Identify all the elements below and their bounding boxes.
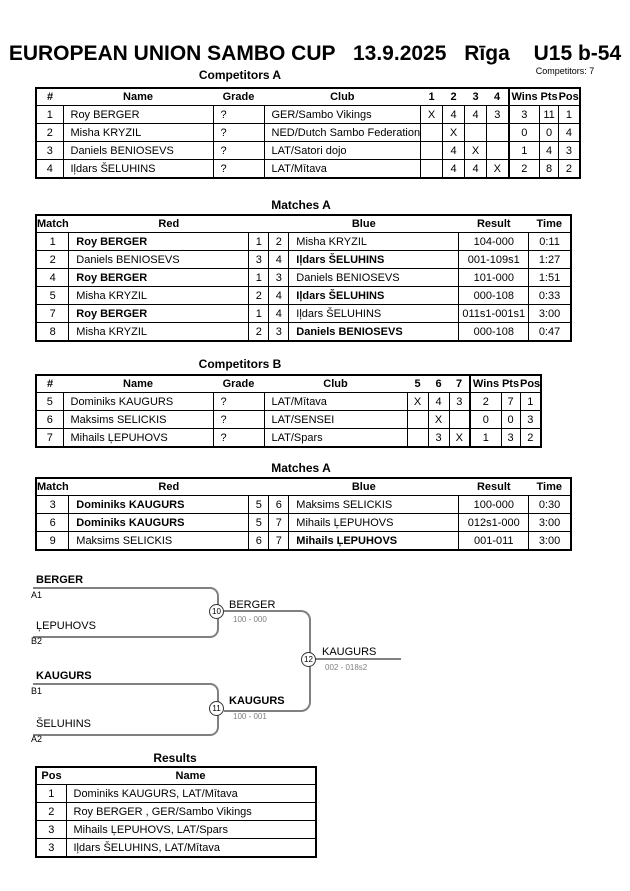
- cell-red-num: 5: [249, 496, 269, 514]
- cell-pos: 3: [36, 821, 66, 839]
- col-header-result: Result: [459, 215, 529, 233]
- results-title: Results: [153, 751, 197, 765]
- col-header-match: Match: [36, 215, 69, 233]
- match-row: [36, 305, 571, 323]
- col-header-blue: Blue: [269, 478, 459, 496]
- event-name: EUROPEAN UNION SAMBO CUP: [8, 42, 336, 65]
- cell-blue-num: 6: [269, 496, 289, 514]
- cell-pos: 3: [520, 411, 541, 429]
- match-row: [36, 233, 571, 251]
- final-winner-name: KAUGURS: [322, 646, 377, 658]
- semi1-score: 100 - 000: [233, 615, 267, 624]
- cell-time: 0:47: [529, 323, 571, 342]
- matches-b-table: [35, 477, 572, 551]
- match-row: [36, 287, 571, 305]
- table-header-row: [36, 767, 316, 785]
- table-header-row: [36, 215, 571, 233]
- cell-red-name: Roy BERGER: [69, 233, 249, 251]
- cell-result: 001-109s1: [459, 251, 529, 269]
- matches-a-title: Matches A: [271, 198, 331, 212]
- cell-grade: ?: [213, 124, 264, 142]
- cell-score-2: 4: [443, 142, 465, 160]
- match-row: [36, 269, 571, 287]
- cell-grade: ?: [213, 429, 264, 448]
- cell-name: Iļdars ŠELUHINS: [63, 160, 213, 179]
- cell-red-num: 1: [249, 233, 269, 251]
- cell-red-num: 3: [249, 251, 269, 269]
- cell-match-no: 2: [36, 251, 69, 269]
- cell-blue-name: Mihails ĻEPUHOVS: [289, 532, 459, 551]
- cell-num: 3: [36, 142, 63, 160]
- col-header-pts: Pts: [501, 375, 520, 393]
- cell-blue-name: Iļdars ŠELUHINS: [289, 287, 459, 305]
- bracket-red-semi1: BERGER: [36, 574, 84, 586]
- competitor-row: [36, 429, 541, 448]
- bracket-blue-semi2: ŠELUHINS: [36, 718, 92, 730]
- col-header-time: Time: [529, 215, 571, 233]
- cell-time: 3:00: [529, 532, 571, 551]
- cell-result: 001-011: [459, 532, 529, 551]
- cell-score-3: 4: [465, 106, 487, 124]
- cell-name: Maksims SELICKIS: [63, 411, 213, 429]
- cell-time: 0:30: [529, 496, 571, 514]
- col-header-pos: Pos: [559, 88, 580, 106]
- cell-score-4: [487, 142, 509, 160]
- col-header-num: #: [36, 88, 63, 106]
- cell-pos: 4: [559, 124, 580, 142]
- competitors-a-table: [35, 87, 581, 179]
- col-header-name: Name: [66, 767, 316, 785]
- cell-score-7: [449, 411, 470, 429]
- cell-num: 1: [36, 106, 63, 124]
- cell-name: Daniels BENIOSEVS: [63, 142, 213, 160]
- semi2-winner-name: KAUGURS: [229, 695, 285, 707]
- cell-grade: ?: [213, 160, 264, 179]
- cell-pos: 2: [559, 160, 580, 179]
- cell-result: 104-000: [459, 233, 529, 251]
- col-header-grade: Grade: [213, 375, 264, 393]
- cell-club: GER/Sambo Vikings: [264, 106, 421, 124]
- cell-num: 7: [36, 429, 63, 448]
- competitor-row: [36, 124, 580, 142]
- col-header-pos: Pos: [520, 375, 541, 393]
- col-header-6: 6: [428, 375, 449, 393]
- cell-blue-name: Iļdars ŠELUHINS: [289, 251, 459, 269]
- cell-red-name: Roy BERGER: [69, 305, 249, 323]
- competitors-a-title: Competitors A: [198, 68, 282, 82]
- cell-score-1: [421, 124, 443, 142]
- cell-red-num: 1: [249, 305, 269, 323]
- cell-blue-num: 3: [269, 269, 289, 287]
- table-header-row: [36, 88, 580, 106]
- bracket-seed-b1: B1: [31, 686, 43, 696]
- cell-club: LAT/Mītava: [264, 393, 407, 411]
- cell-pts: 7: [501, 393, 520, 411]
- cell-num: 6: [36, 411, 63, 429]
- cell-match-no: 4: [36, 269, 69, 287]
- cell-blue-name: Misha KRYZIL: [289, 233, 459, 251]
- semi1-winner-name: BERGER: [229, 599, 276, 611]
- cell-wins: 2: [470, 393, 501, 411]
- cell-wins: 3: [509, 106, 540, 124]
- cell-pos: 3: [559, 142, 580, 160]
- cell-blue-name: Daniels BENIOSEVS: [289, 323, 459, 342]
- semi2-score: 100 - 001: [233, 712, 267, 721]
- cell-club: LAT/SENSEI: [264, 411, 407, 429]
- match-12-circle: 12: [301, 652, 316, 667]
- cell-time: 0:11: [529, 233, 571, 251]
- match-row: [36, 532, 571, 551]
- event-city: Rīga: [464, 42, 510, 65]
- cell-result: 101-000: [459, 269, 529, 287]
- cell-name: Dominiks KAUGURS: [63, 393, 213, 411]
- cell-score-2: X: [443, 124, 465, 142]
- cell-wins: 1: [470, 429, 501, 448]
- cell-match-no: 5: [36, 287, 69, 305]
- col-header-name: Name: [63, 375, 213, 393]
- competitor-row: [36, 106, 580, 124]
- cell-red-name: Maksims SELICKIS: [69, 532, 249, 551]
- cell-name: Roy BERGER: [63, 106, 213, 124]
- page-title: [0, 42, 630, 66]
- cell-wins: 2: [509, 160, 540, 179]
- cell-result: 011s1-001s1: [459, 305, 529, 323]
- col-header-blue: Blue: [269, 215, 459, 233]
- cell-score-5: [407, 429, 428, 448]
- cell-club: LAT/Spars: [264, 429, 407, 448]
- cell-result: 012s1-000: [459, 514, 529, 532]
- cell-club: LAT/Mītava: [264, 160, 421, 179]
- cell-red-name: Daniels BENIOSEVS: [69, 251, 249, 269]
- col-header-5: 5: [407, 375, 428, 393]
- cell-name: Mihails ĻEPUHOVS: [63, 429, 213, 448]
- cell-score-3: 4: [465, 160, 487, 179]
- competitors-b-title: Competitors B: [198, 357, 282, 371]
- cell-blue-name: Iļdars ŠELUHINS: [289, 305, 459, 323]
- col-header-match: Match: [36, 478, 69, 496]
- cell-pos: 1: [36, 785, 66, 803]
- cell-score-6: 3: [428, 429, 449, 448]
- result-row: [36, 803, 316, 821]
- result-row: [36, 785, 316, 803]
- cell-blue-num: 2: [269, 233, 289, 251]
- matches-a-table: [35, 214, 572, 342]
- match-row: [36, 323, 571, 342]
- cell-match-no: 7: [36, 305, 69, 323]
- cell-blue-name: Maksims SELICKIS: [289, 496, 459, 514]
- bracket-blue-semi1: ĻEPUHOVS: [36, 620, 96, 632]
- cell-red-num: 2: [249, 287, 269, 305]
- cell-score-4: X: [487, 160, 509, 179]
- cell-blue-num: 7: [269, 514, 289, 532]
- cell-club: NED/Dutch Sambo Federation: [264, 124, 421, 142]
- competitors-count: Competitors: 7: [535, 66, 595, 76]
- cell-score-6: 4: [428, 393, 449, 411]
- cell-match-no: 6: [36, 514, 69, 532]
- col-header-4: 4: [487, 88, 509, 106]
- cell-pos: 1: [520, 393, 541, 411]
- cell-result: 000-108: [459, 287, 529, 305]
- result-row: [36, 839, 316, 858]
- col-header-2: 2: [443, 88, 465, 106]
- col-header-num: #: [36, 375, 63, 393]
- col-header-club: Club: [264, 375, 407, 393]
- competitor-row: [36, 160, 580, 179]
- cell-pos: 3: [36, 839, 66, 858]
- cell-result: 100-000: [459, 496, 529, 514]
- cell-match-no: 8: [36, 323, 69, 342]
- cell-blue-num: 4: [269, 305, 289, 323]
- cell-score-5: X: [407, 393, 428, 411]
- cell-time: 1:27: [529, 251, 571, 269]
- cell-time: 3:00: [529, 305, 571, 323]
- cell-pos: 1: [559, 106, 580, 124]
- cell-name: Dominiks KAUGURS, LAT/Mītava: [66, 785, 316, 803]
- match-row: [36, 251, 571, 269]
- col-header-wins: Wins: [509, 88, 540, 106]
- match-row: [36, 496, 571, 514]
- match-10-circle: 10: [209, 604, 224, 619]
- competitor-row: [36, 411, 541, 429]
- cell-result: 000-108: [459, 323, 529, 342]
- cell-blue-num: 7: [269, 532, 289, 551]
- col-header-result: Result: [459, 478, 529, 496]
- cell-wins: 0: [470, 411, 501, 429]
- bracket-seed-a2: A2: [31, 734, 43, 744]
- weight-category: U15 b-54: [533, 42, 622, 65]
- cell-num: 4: [36, 160, 63, 179]
- cell-red-num: 2: [249, 323, 269, 342]
- cell-grade: ?: [213, 106, 264, 124]
- cell-red-num: 6: [249, 532, 269, 551]
- col-header-club: Club: [264, 88, 421, 106]
- col-header-grade: Grade: [213, 88, 264, 106]
- cell-red-name: Misha KRYZIL: [69, 287, 249, 305]
- col-header-time: Time: [529, 478, 571, 496]
- cell-blue-name: Mihails ĻEPUHOVS: [289, 514, 459, 532]
- col-header-red: Red: [69, 478, 269, 496]
- competitor-row: [36, 393, 541, 411]
- cell-match-no: 3: [36, 496, 69, 514]
- cell-num: 5: [36, 393, 63, 411]
- cell-score-7: X: [449, 429, 470, 448]
- cell-blue-name: Daniels BENIOSEVS: [289, 269, 459, 287]
- cell-pts: 0: [540, 124, 559, 142]
- event-date: 13.9.2025: [352, 42, 447, 65]
- col-header-wins: Wins: [470, 375, 501, 393]
- table-header-row: [36, 375, 541, 393]
- cell-time: 3:00: [529, 514, 571, 532]
- cell-score-3: [465, 124, 487, 142]
- cell-red-name: Dominiks KAUGURS: [69, 496, 249, 514]
- col-header-1: 1: [421, 88, 443, 106]
- cell-score-5: [407, 411, 428, 429]
- competitors-b-table: [35, 374, 542, 448]
- cell-time: 0:33: [529, 287, 571, 305]
- cell-blue-num: 3: [269, 323, 289, 342]
- cell-red-name: Dominiks KAUGURS: [69, 514, 249, 532]
- cell-score-6: X: [428, 411, 449, 429]
- cell-pos: 2: [36, 803, 66, 821]
- table-header-row: [36, 478, 571, 496]
- match-11-circle: 11: [209, 701, 224, 716]
- cell-grade: ?: [213, 142, 264, 160]
- cell-score-3: X: [465, 142, 487, 160]
- match-row: [36, 514, 571, 532]
- bracket-seed-a1: A1: [31, 590, 43, 600]
- cell-blue-num: 4: [269, 251, 289, 269]
- cell-grade: ?: [213, 411, 264, 429]
- cell-name: Misha KRYZIL: [63, 124, 213, 142]
- bracket-seed-b2: B2: [31, 636, 43, 646]
- col-header-name: Name: [63, 88, 213, 106]
- results-table: [35, 766, 317, 858]
- cell-club: LAT/Satori dojo: [264, 142, 421, 160]
- cell-name: Roy BERGER , GER/Sambo Vikings: [66, 803, 316, 821]
- bracket-final-line: [315, 658, 401, 660]
- cell-num: 2: [36, 124, 63, 142]
- cell-wins: 1: [509, 142, 540, 160]
- cell-score-1: [421, 142, 443, 160]
- cell-match-no: 9: [36, 532, 69, 551]
- cell-name: Iļdars ŠELUHINS, LAT/Mītava: [66, 839, 316, 858]
- col-header-red: Red: [69, 215, 269, 233]
- cell-score-1: X: [421, 106, 443, 124]
- cell-red-name: Roy BERGER: [69, 269, 249, 287]
- col-header-pts: Pts: [540, 88, 559, 106]
- col-header-pos: Pos: [36, 767, 66, 785]
- matches-b-title: Matches A: [271, 461, 331, 475]
- cell-pts: 8: [540, 160, 559, 179]
- result-row: [36, 821, 316, 839]
- cell-pts: 11: [540, 106, 559, 124]
- cell-score-4: [487, 124, 509, 142]
- cell-match-no: 1: [36, 233, 69, 251]
- cell-red-name: Misha KRYZIL: [69, 323, 249, 342]
- cell-red-num: 5: [249, 514, 269, 532]
- cell-score-2: 4: [443, 106, 465, 124]
- cell-wins: 0: [509, 124, 540, 142]
- cell-pts: 4: [540, 142, 559, 160]
- final-score: 002 - 018s2: [325, 663, 368, 672]
- cell-score-1: [421, 160, 443, 179]
- cell-blue-num: 4: [269, 287, 289, 305]
- cell-time: 1:51: [529, 269, 571, 287]
- cell-name: Mihails ĻEPUHOVS, LAT/Spars: [66, 821, 316, 839]
- cell-pts: 0: [501, 411, 520, 429]
- cell-red-num: 1: [249, 269, 269, 287]
- cell-grade: ?: [213, 393, 264, 411]
- cell-score-2: 4: [443, 160, 465, 179]
- competitor-row: [36, 142, 580, 160]
- col-header-3: 3: [465, 88, 487, 106]
- bracket-red-semi2: KAUGURS: [36, 670, 92, 682]
- cell-score-7: 3: [449, 393, 470, 411]
- cell-pts: 3: [501, 429, 520, 448]
- cell-pos: 2: [520, 429, 541, 448]
- cell-score-4: 3: [487, 106, 509, 124]
- col-header-7: 7: [449, 375, 470, 393]
